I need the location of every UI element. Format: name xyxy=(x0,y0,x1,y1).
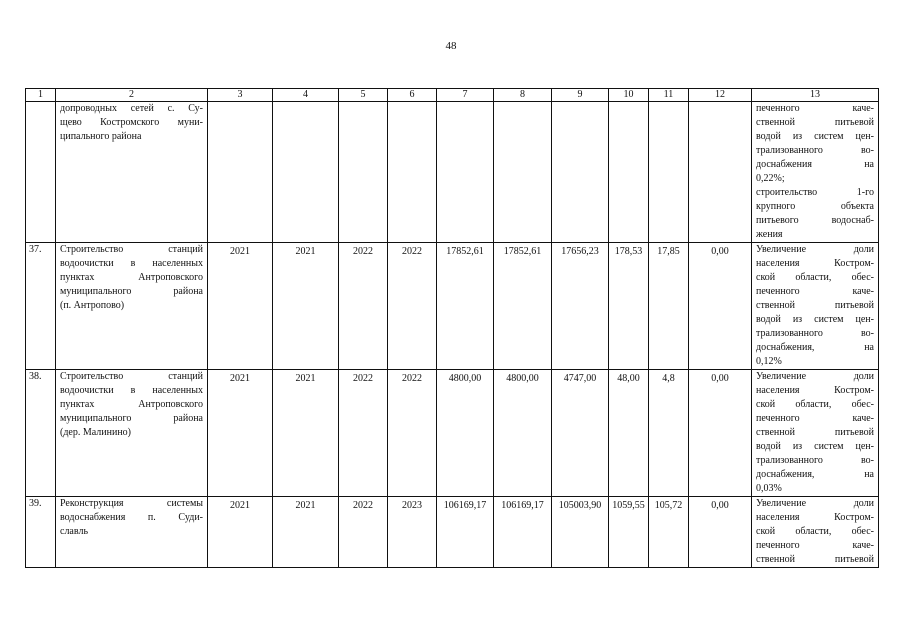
value-cell-col-6: 2022 xyxy=(388,243,437,370)
expected-result-line: ственной питьевой xyxy=(756,427,874,438)
column-header: 1 xyxy=(26,89,56,102)
column-header: 2 xyxy=(56,89,208,102)
value-cell-col-11: 4,8 xyxy=(649,370,689,497)
expected-result-cell xyxy=(752,102,879,243)
expected-result-line: 0,12% xyxy=(756,356,782,367)
value-cell-col-11: 105,72 xyxy=(649,497,689,568)
value-cell-col-3: 2021 xyxy=(208,243,273,370)
project-name-line: (дер. Малинино) xyxy=(60,427,132,438)
project-name-line: (п. Антропово) xyxy=(60,300,125,311)
expected-result-line: ственной питьевой xyxy=(756,117,874,128)
expected-result-cell xyxy=(752,497,879,568)
value-cell-col-12: 0,00 xyxy=(689,497,752,568)
column-header: 3 xyxy=(208,89,273,102)
expected-result-line: строительство 1-го xyxy=(756,187,874,198)
value-cell-col-4: 2021 xyxy=(273,370,339,497)
column-header: 11 xyxy=(649,89,689,102)
value-cell-col-3: 2021 xyxy=(208,497,273,568)
expected-result-line: печенного каче- xyxy=(756,103,874,114)
row-number: 38. xyxy=(26,370,56,497)
project-name-cell xyxy=(56,370,208,497)
expected-result-line: водой из систем цен- xyxy=(756,314,874,325)
expected-result-line: питьевого водоснаб- xyxy=(756,215,874,226)
column-header: 4 xyxy=(273,89,339,102)
value-cell-col-8: 17852,61 xyxy=(494,243,552,370)
value-cell-col-8 xyxy=(494,102,552,243)
project-name-line: водоочистки в населенных xyxy=(60,258,203,269)
value-cell-col-7 xyxy=(437,102,494,243)
row-number: 37. xyxy=(26,243,56,370)
value-cell-col-4: 2021 xyxy=(273,497,339,568)
project-name-line: пунктах Антроповского xyxy=(60,272,203,283)
column-header: 7 xyxy=(437,89,494,102)
project-name-line: Строительство станций xyxy=(60,244,203,255)
expected-result-line: жения xyxy=(756,229,783,240)
expected-result-line: Увеличение доли xyxy=(756,498,874,509)
value-cell-col-7: 17852,61 xyxy=(437,243,494,370)
value-cell-col-5 xyxy=(339,102,388,243)
row-number xyxy=(26,102,56,243)
value-cell-col-9: 105003,90 xyxy=(552,497,609,568)
value-cell-col-5: 2022 xyxy=(339,370,388,497)
column-header: 13 xyxy=(752,89,879,102)
value-cell-col-7: 106169,17 xyxy=(437,497,494,568)
expected-result-line: 0,03% xyxy=(756,483,782,494)
value-cell-col-3: 2021 xyxy=(208,370,273,497)
row-number: 39. xyxy=(26,497,56,568)
value-cell-col-10: 48,00 xyxy=(609,370,649,497)
expected-result-line: Увеличение доли xyxy=(756,244,874,255)
data-table xyxy=(25,88,879,568)
project-name-line: водоочистки в населенных xyxy=(60,385,203,396)
expected-result-line: трализованного во- xyxy=(756,145,874,156)
value-cell-col-12: 0,00 xyxy=(689,243,752,370)
value-cell-col-6: 2022 xyxy=(388,370,437,497)
table-row xyxy=(26,102,879,243)
value-cell-col-8: 4800,00 xyxy=(494,370,552,497)
value-cell-col-10: 1059,55 xyxy=(609,497,649,568)
column-header: 10 xyxy=(609,89,649,102)
expected-result-line: ственной питьевой xyxy=(756,554,874,565)
project-name-line: славль xyxy=(60,526,89,537)
expected-result-line: ской области, обес- xyxy=(756,272,874,283)
value-cell-col-12 xyxy=(689,102,752,243)
value-cell-col-10 xyxy=(609,102,649,243)
expected-result-line: населения Костром- xyxy=(756,512,874,523)
column-header: 12 xyxy=(689,89,752,102)
expected-result-line: населения Костром- xyxy=(756,385,874,396)
project-name-line: щево Костромского муни- xyxy=(60,117,203,128)
value-cell-col-4: 2021 xyxy=(273,243,339,370)
project-name-cell xyxy=(56,243,208,370)
column-header: 8 xyxy=(494,89,552,102)
expected-result-line: печенного каче- xyxy=(756,286,874,297)
expected-result-line: трализованного во- xyxy=(756,455,874,466)
value-cell-col-12: 0,00 xyxy=(689,370,752,497)
project-name-line: допроводных сетей с. Су- xyxy=(60,103,203,114)
value-cell-col-9 xyxy=(552,102,609,243)
value-cell-col-6 xyxy=(388,102,437,243)
project-name-line: пунктах Антроповского xyxy=(60,399,203,410)
expected-result-line: ственной питьевой xyxy=(756,300,874,311)
value-cell-col-6: 2023 xyxy=(388,497,437,568)
project-name-line: муниципального района xyxy=(60,286,203,297)
column-header: 6 xyxy=(388,89,437,102)
value-cell-col-11: 17,85 xyxy=(649,243,689,370)
expected-result-line: трализованного во- xyxy=(756,328,874,339)
project-name-line: ципального района xyxy=(60,131,142,142)
table-header-row xyxy=(26,89,879,102)
value-cell-col-10: 178,53 xyxy=(609,243,649,370)
expected-result-line: печенного каче- xyxy=(756,540,874,551)
expected-result-cell xyxy=(752,370,879,497)
expected-result-line: населения Костром- xyxy=(756,258,874,269)
column-header: 9 xyxy=(552,89,609,102)
expected-result-line: крупного объекта xyxy=(756,201,874,212)
table-row xyxy=(26,497,879,568)
project-name-line: Реконструкция системы xyxy=(60,498,203,509)
project-name-cell xyxy=(56,102,208,243)
expected-result-line: Увеличение доли xyxy=(756,371,874,382)
project-name-line: Строительство станций xyxy=(60,371,203,382)
value-cell-col-7: 4800,00 xyxy=(437,370,494,497)
value-cell-col-9: 17656,23 xyxy=(552,243,609,370)
expected-result-line: доснабжения, на xyxy=(756,469,874,480)
expected-result-line: доснабжения на xyxy=(756,159,874,170)
value-cell-col-5: 2022 xyxy=(339,497,388,568)
expected-result-line: ской области, обес- xyxy=(756,526,874,537)
value-cell-col-3 xyxy=(208,102,273,243)
project-name-line: водоснабжения п. Суди- xyxy=(60,512,203,523)
page-number: 48 xyxy=(445,40,457,52)
value-cell-col-8: 106169,17 xyxy=(494,497,552,568)
expected-result-line: водой из систем цен- xyxy=(756,131,874,142)
table-row xyxy=(26,370,879,497)
project-name-cell xyxy=(56,497,208,568)
expected-result-line: 0,22%; xyxy=(756,173,785,184)
expected-result-line: печенного каче- xyxy=(756,413,874,424)
value-cell-col-9: 4747,00 xyxy=(552,370,609,497)
column-header: 5 xyxy=(339,89,388,102)
expected-result-cell xyxy=(752,243,879,370)
value-cell-col-5: 2022 xyxy=(339,243,388,370)
table-row xyxy=(26,243,879,370)
project-name-line: муниципального района xyxy=(60,413,203,424)
expected-result-line: водой из систем цен- xyxy=(756,441,874,452)
expected-result-line: ской области, обес- xyxy=(756,399,874,410)
expected-result-line: доснабжения, на xyxy=(756,342,874,353)
value-cell-col-4 xyxy=(273,102,339,243)
value-cell-col-11 xyxy=(649,102,689,243)
